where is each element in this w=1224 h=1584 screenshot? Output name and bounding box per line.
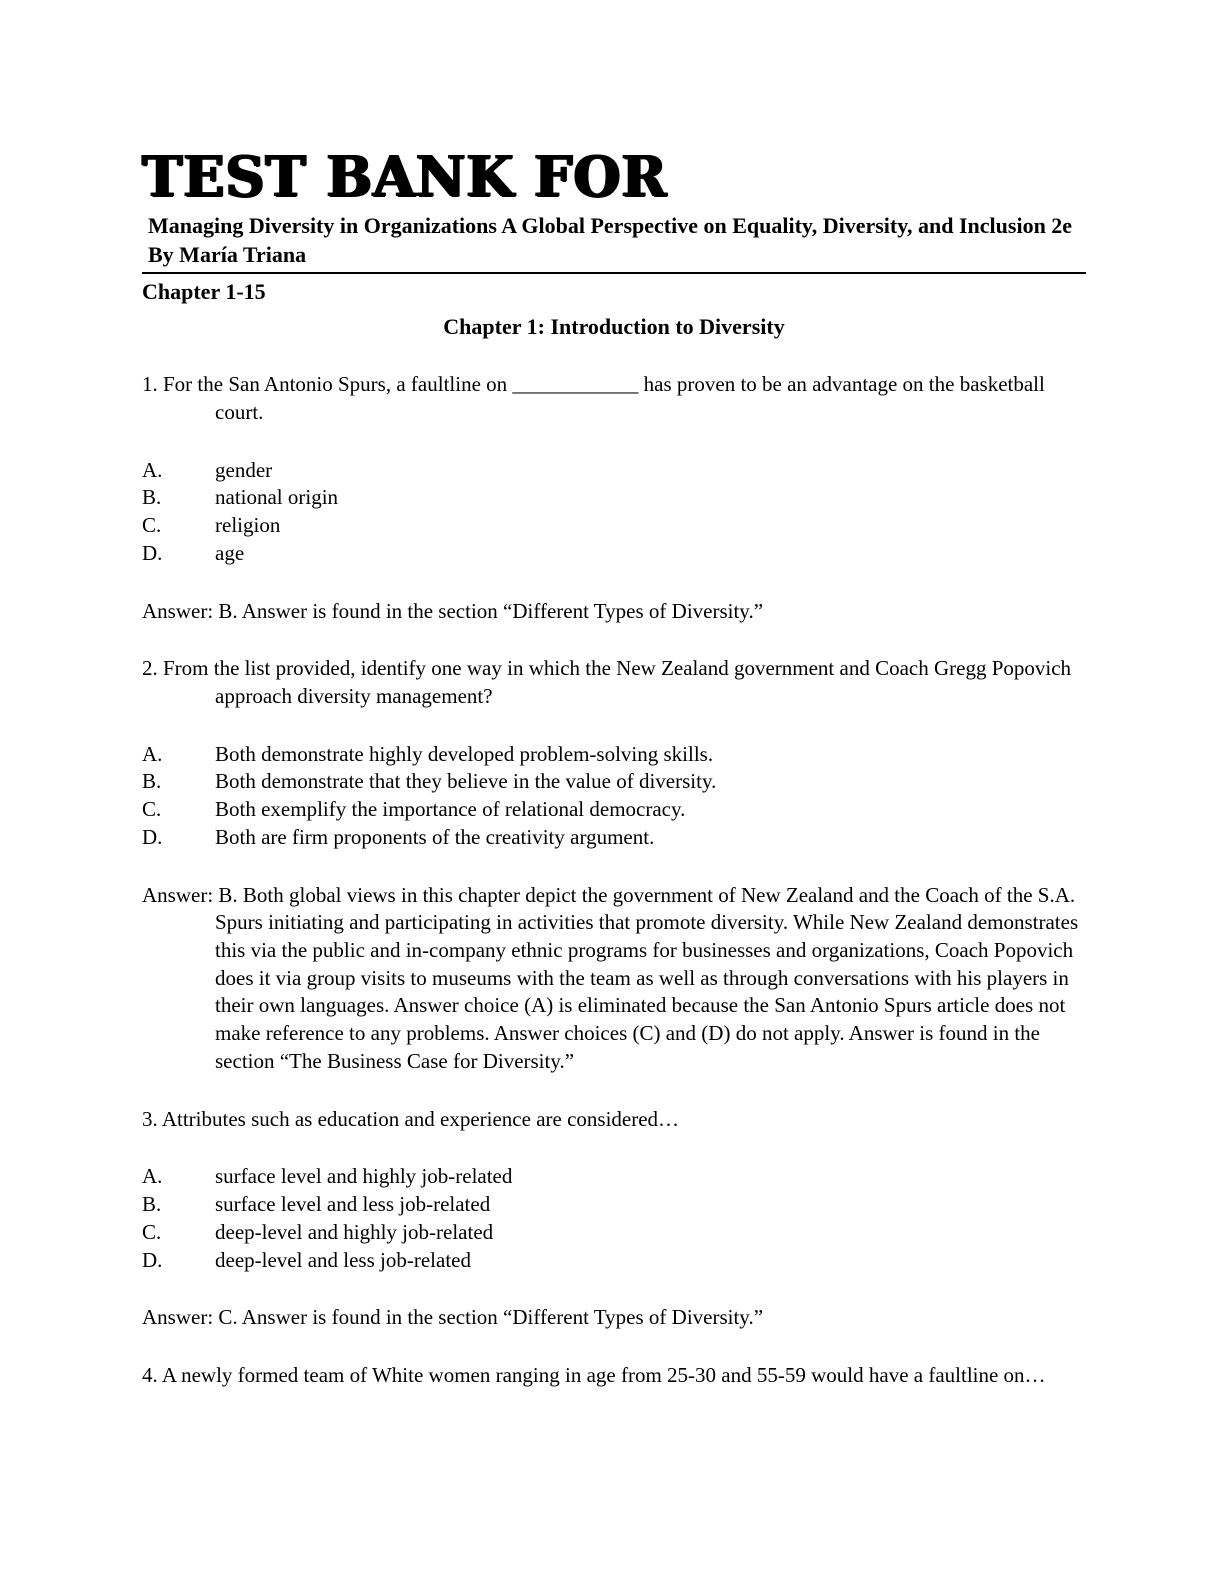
option-row — [142, 512, 1086, 540]
option-text: deep-level and less job-related — [215, 1247, 471, 1272]
book-subtitle: Managing Diversity in Organizations A Global Perspective on Equality, Diversity, and Inclusion 2e By María Triana — [142, 212, 1086, 274]
option-row — [142, 741, 1086, 769]
option-text: Both demonstrate highly developed problem-solving skills. — [215, 741, 714, 766]
option-letter: B. — [142, 769, 162, 794]
option-letter: A. — [142, 741, 163, 766]
question-2-answer: Answer: B. Both global views in this chapter depict the government of New Zealand and the Coach of the S.A. Spurs initiating and participating in activities that promote diversity. While New Zealand demonstrates this via the public and in-company ethnic programs for businesses and organizations, Coach Popovich does it via group visits to museums with the team as well as through conversations with his players in their own languages. Answer choice (A) is eliminated because the San Antonio Spurs article does not make reference to any problems. Answer choices (C) and (D) do not apply. Answer is found in the section “The Business Case for Diversity.” — [142, 882, 1079, 1073]
option-row — [142, 484, 1086, 512]
chapter-range: Chapter 1-15 — [142, 279, 266, 305]
option-letter: B. — [142, 1192, 162, 1217]
chapter-heading: Chapter 1: Introduction to Diversity — [443, 314, 785, 340]
option-row — [142, 824, 1086, 852]
option-letter: D. — [142, 540, 163, 565]
option-text: surface level and highly job-related — [215, 1164, 513, 1189]
option-row — [142, 1247, 1086, 1275]
option-letter: C. — [142, 797, 162, 822]
question-4-text: 4. A newly formed team of White women ranging in age from 25-30 and 55-59 would have a faultline on… — [142, 1362, 1046, 1387]
option-text: Both are firm proponents of the creativity argument. — [215, 824, 655, 849]
option-letter: A. — [142, 1164, 163, 1189]
option-row — [142, 1191, 1086, 1219]
option-letter: C. — [142, 513, 162, 538]
option-text: Both exemplify the importance of relational democracy. — [215, 797, 686, 822]
option-letter: B. — [142, 485, 162, 510]
option-text: religion — [215, 513, 281, 538]
option-row — [142, 768, 1086, 796]
question-1-options — [142, 457, 1086, 568]
option-row — [142, 457, 1086, 485]
option-letter: D. — [142, 1247, 163, 1272]
option-row — [142, 540, 1086, 568]
question-3-text: 3. Attributes such as education and experience are considered… — [142, 1106, 680, 1131]
option-row — [142, 1219, 1086, 1247]
option-row — [142, 1163, 1086, 1191]
option-text: surface level and less job-related — [215, 1192, 491, 1217]
option-text: national origin — [215, 485, 339, 510]
option-text: age — [215, 540, 245, 565]
question-2-text: 2. From the list provided, identify one way in which the New Zealand government and Coach Gregg Popovich approach diversity management? — [142, 656, 1072, 708]
option-row — [142, 796, 1086, 824]
question-1-answer: Answer: B. Answer is found in the section “Different Types of Diversity.” — [142, 598, 764, 623]
option-text: Both demonstrate that they believe in the value of diversity. — [215, 769, 717, 794]
option-text: deep-level and highly job-related — [215, 1219, 494, 1244]
question-3-answer: Answer: C. Answer is found in the section “Different Types of Diversity.” — [142, 1305, 764, 1330]
option-letter: A. — [142, 457, 163, 482]
question-2-options — [142, 741, 1086, 852]
option-text: gender — [215, 457, 273, 482]
question-1-text: 1. For the San Antonio Spurs, a faultline on ____________ has proven to be an advantage on the basketball court. — [142, 372, 1045, 424]
document-title: TEST BANK FOR — [142, 142, 668, 210]
question-3-options — [142, 1163, 1086, 1274]
option-letter: D. — [142, 824, 163, 849]
option-letter: C. — [142, 1219, 162, 1244]
